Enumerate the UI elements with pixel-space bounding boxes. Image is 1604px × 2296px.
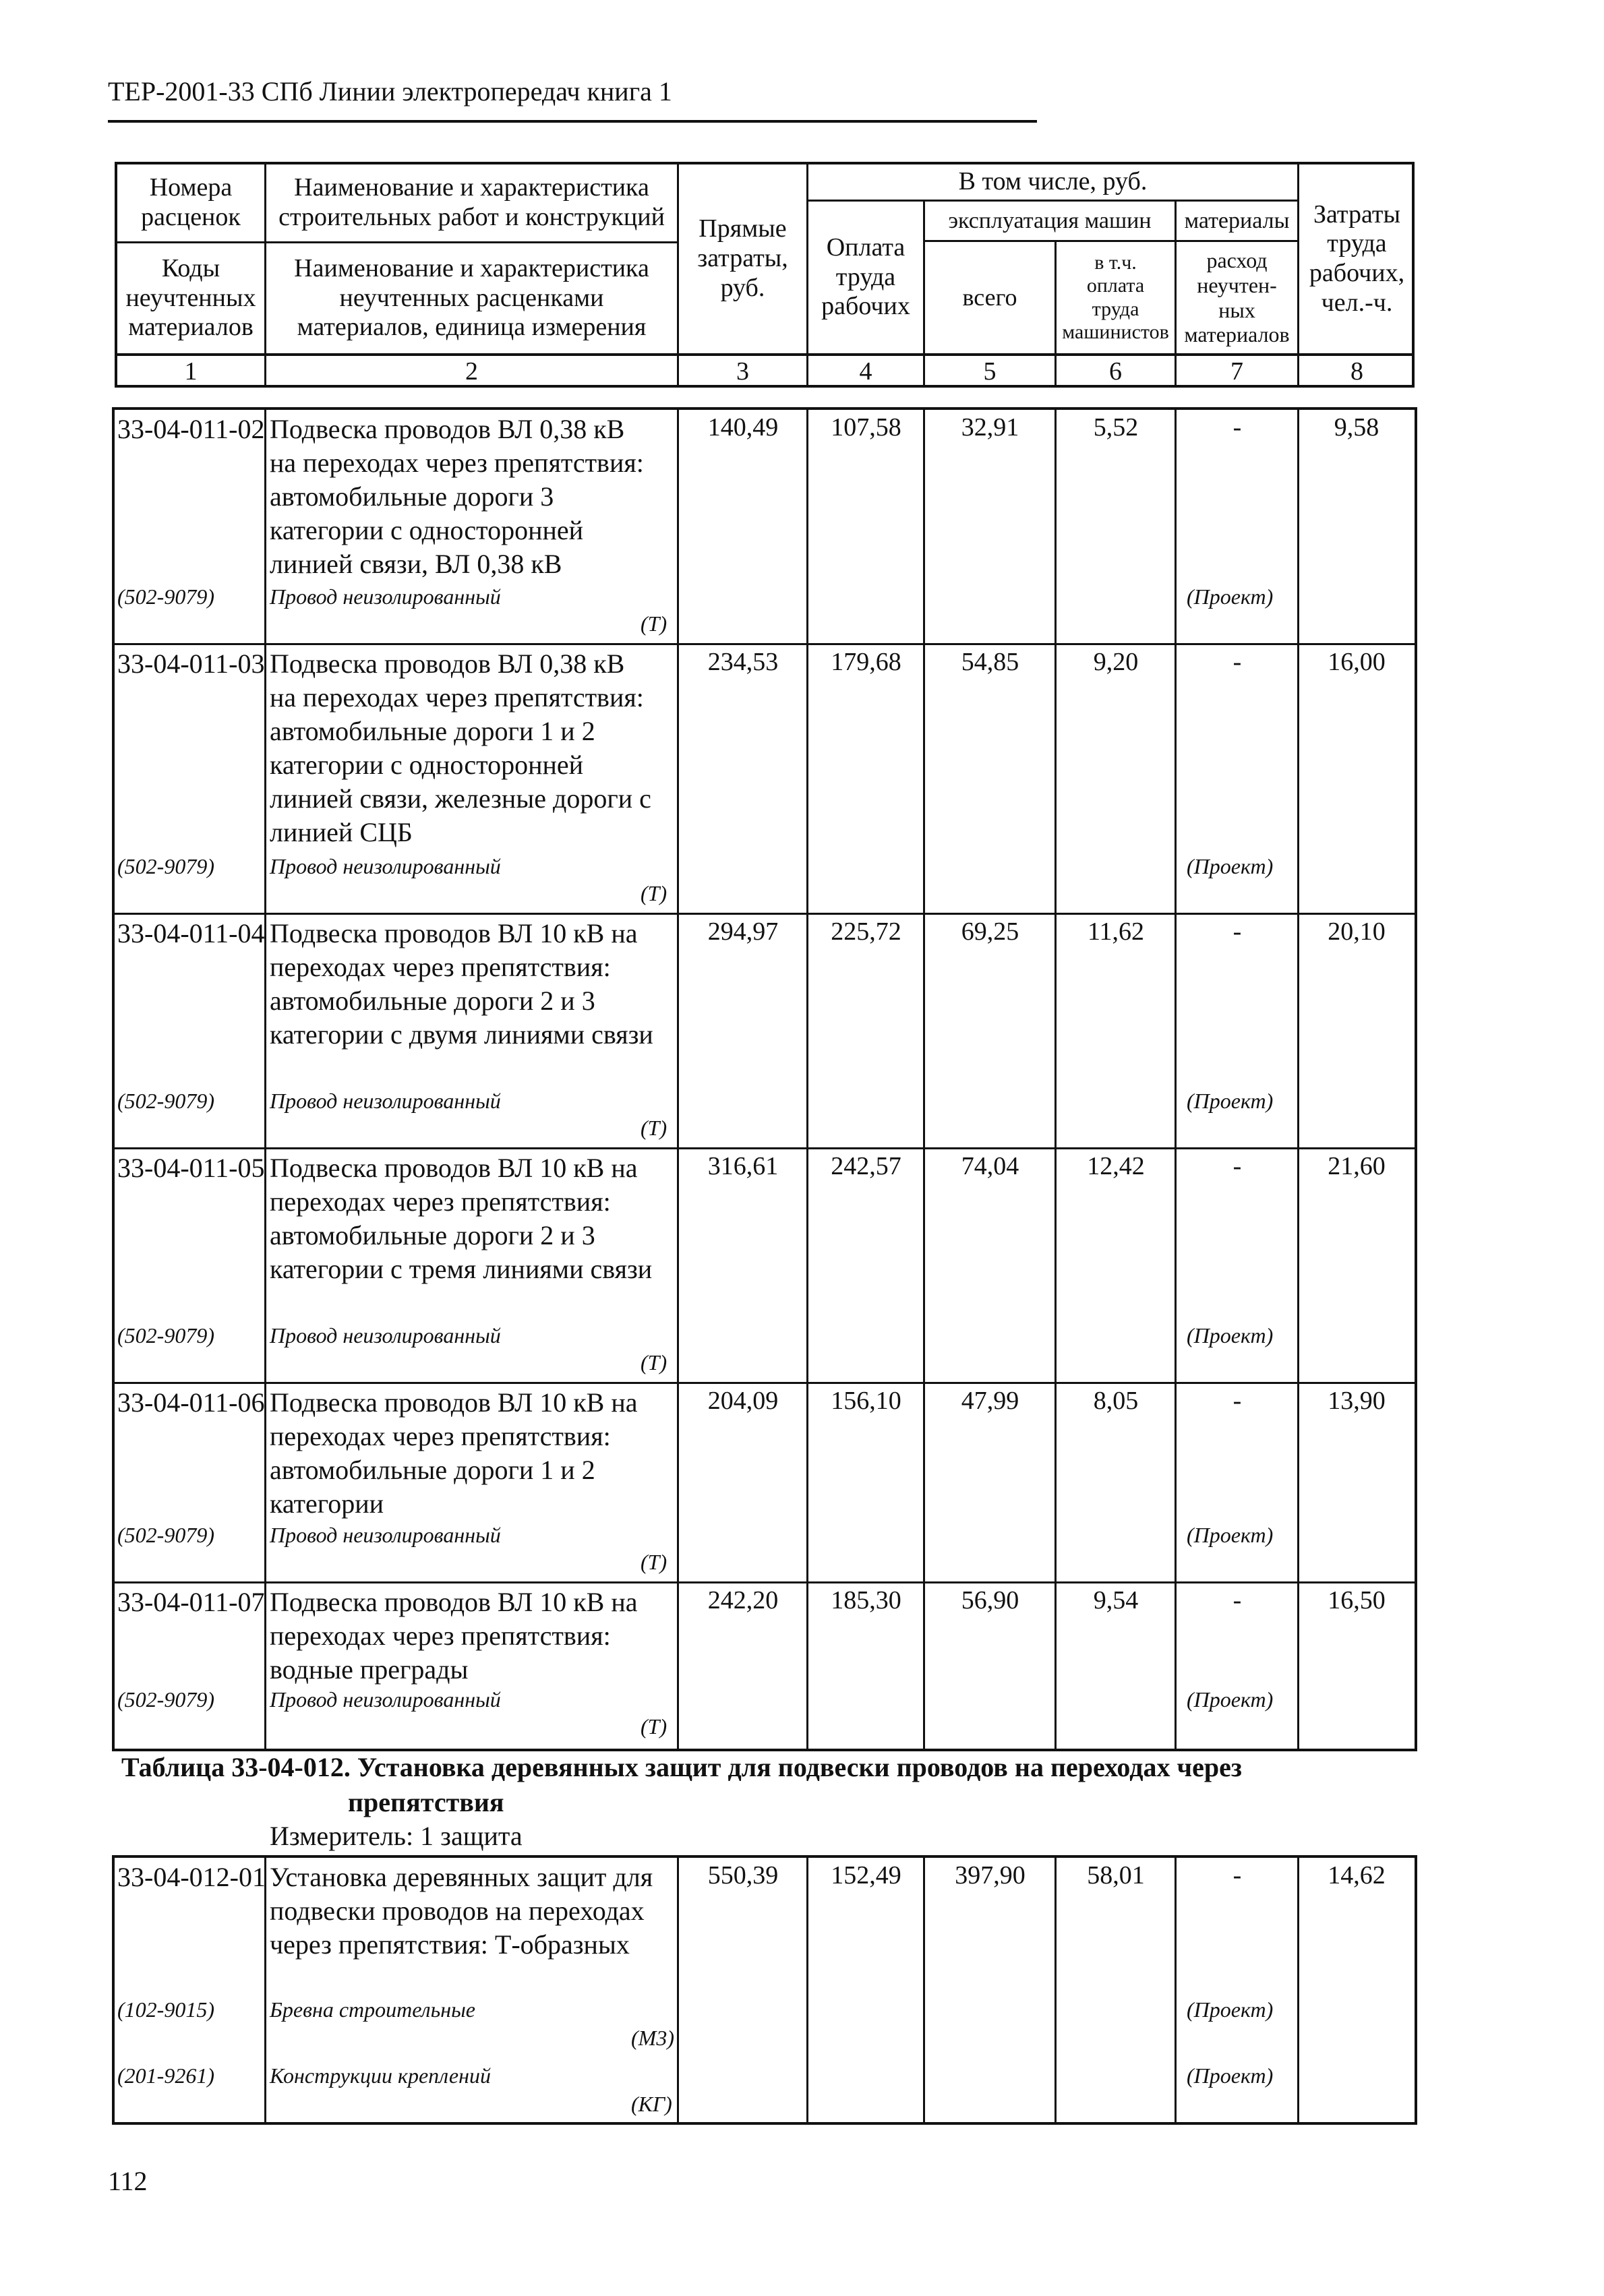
rates-table-2 [112, 1855, 1417, 2125]
column-number-4: 4 [859, 357, 872, 386]
value-col-7: - [1232, 917, 1242, 946]
rate-code: 33-04-011-02 [117, 414, 265, 444]
value-col-7: - [1232, 1586, 1242, 1614]
value-col-6: 58,01 [1087, 1861, 1145, 1890]
row-divider [115, 643, 1415, 645]
value-col-4: 225,72 [831, 917, 901, 946]
work-description-line: автомобильные дороги 1 и 2 [270, 1455, 595, 1485]
material-name: Провод неизолированный [270, 1323, 501, 1348]
column-number-6: 6 [1109, 357, 1122, 386]
material-unit: (Т) [641, 1116, 667, 1140]
table-caption: Таблица 33-04-012. Установка деревянных защит для подвески проводов на переходах через [121, 1752, 1242, 1782]
header-machines-total: всего [962, 283, 1017, 311]
work-description-line: через препятствия: Т-образных [270, 1929, 630, 1960]
value-col-6: 5,52 [1093, 413, 1139, 442]
material-unit: (КГ) [631, 2092, 672, 2116]
work-description-line: переходах через препятствия: [270, 1421, 611, 1451]
rate-code: 33-04-011-05 [117, 1153, 265, 1183]
column-divider [1175, 410, 1177, 1751]
table-meter: Измеритель: 1 защита [270, 1821, 523, 1851]
material-name: Провод неизолированный [270, 854, 501, 878]
value-col-6: 11,62 [1087, 917, 1145, 946]
material-unit: (Т) [641, 881, 667, 905]
material-unit: (Т) [641, 1714, 667, 1739]
column-divider [923, 410, 925, 1751]
material-code: (502-9079) [117, 1089, 214, 1113]
row-divider [115, 1581, 1415, 1583]
header-material-name: Наименование и характеристика неучтенных расценками материалов, единица измерения [294, 253, 649, 342]
work-description-line: категории [270, 1488, 384, 1519]
work-description-line: Подвеска проводов ВЛ 0,38 кВ [270, 648, 625, 679]
column-divider [1175, 1858, 1177, 2125]
value-col-8: 16,50 [1328, 1586, 1386, 1614]
value-col-8: 9,58 [1334, 413, 1379, 442]
header-labor-hours: Затраты труда рабочих, чел.-ч. [1309, 200, 1405, 317]
table-header [115, 162, 1415, 388]
material-unit: (Т) [641, 611, 667, 636]
material-name: Бревна строительные [270, 1997, 475, 2022]
column-divider [806, 1858, 808, 2125]
value-col-3: 140,49 [707, 413, 779, 442]
row-divider [115, 1147, 1415, 1149]
header-work-name: Наименование и характеристика строительных работ и конструкций [278, 173, 665, 231]
page-number: 112 [108, 2166, 148, 2196]
value-col-6: 9,54 [1093, 1586, 1139, 1614]
value-col-3: 204,09 [707, 1387, 779, 1415]
value-col-4: 242,57 [831, 1152, 901, 1180]
rate-code: 33-04-011-06 [117, 1387, 265, 1418]
value-col-8: 13,90 [1328, 1387, 1386, 1415]
material-unit: (Т) [641, 1550, 667, 1574]
value-col-6: 9,20 [1093, 648, 1139, 676]
value-col-5: 54,85 [961, 648, 1019, 676]
row-divider [115, 913, 1415, 915]
value-col-4: 152,49 [831, 1861, 901, 1890]
value-col-3: 242,20 [707, 1586, 779, 1614]
column-divider [1297, 1858, 1299, 2125]
material-project: (Проект) [1187, 1687, 1274, 1712]
material-project: (Проект) [1187, 854, 1274, 878]
material-name: Конструкции креплений [270, 2063, 491, 2088]
work-description-line: переходах через препятствия: [270, 952, 611, 982]
value-col-5: 56,90 [961, 1586, 1019, 1614]
value-col-4: 179,68 [831, 648, 901, 676]
value-col-3: 316,61 [707, 1152, 779, 1180]
work-description-line: Подвеска проводов ВЛ 10 кВ на [270, 1387, 638, 1418]
work-description-line: линией связи, железные дороги с [270, 783, 651, 814]
value-col-3: 234,53 [707, 648, 779, 676]
rate-code: 33-04-011-07 [117, 1587, 265, 1617]
value-col-7: - [1232, 1152, 1242, 1180]
column-divider [923, 1858, 925, 2125]
work-description-line: Подвеска проводов ВЛ 0,38 кВ [270, 414, 625, 444]
value-col-5: 69,25 [961, 917, 1019, 946]
table-caption-continued: препятствия [348, 1787, 504, 1817]
value-col-7: - [1232, 413, 1242, 442]
work-description-line: категории с односторонней [270, 515, 584, 545]
column-divider [1055, 410, 1057, 1751]
value-col-8: 16,00 [1328, 648, 1386, 676]
header-materials: материалы [1184, 208, 1290, 233]
header-direct-costs: Прямые затраты, руб. [697, 214, 788, 302]
value-col-4: 156,10 [831, 1387, 901, 1415]
column-number-7: 7 [1230, 357, 1243, 386]
value-col-6: 8,05 [1093, 1387, 1139, 1415]
header-unaccounted-materials: расход неучтен- ных материалов [1184, 247, 1290, 347]
value-col-4: 185,30 [831, 1586, 901, 1614]
running-head: ТЕР-2001-33 СПб Линии электропередач книга 1 [108, 76, 672, 107]
material-name: Провод неизолированный [270, 1089, 501, 1113]
work-description-line: категории с тремя линиями связи [270, 1254, 653, 1284]
column-divider [264, 1858, 266, 2125]
rates-table [112, 407, 1417, 1751]
work-description-line: категории с односторонней [270, 750, 584, 780]
rate-code: 33-04-011-03 [117, 648, 265, 679]
material-code: (502-9079) [117, 1687, 214, 1712]
value-col-4: 107,58 [831, 413, 901, 442]
work-description-line: линией связи, ВЛ 0,38 кВ [270, 549, 562, 579]
row-divider [115, 1382, 1415, 1384]
material-name: Провод неизолированный [270, 1523, 501, 1547]
column-number-1: 1 [184, 357, 198, 386]
material-code: (502-9079) [117, 584, 214, 609]
work-description-line: автомобильные дороги 2 и 3 [270, 1220, 595, 1250]
column-divider [1297, 410, 1299, 1751]
work-description-line: переходах через препятствия: [270, 1621, 611, 1651]
header-rule [108, 120, 1037, 123]
material-project: (Проект) [1187, 1997, 1274, 2022]
work-description-line: автомобильные дороги 2 и 3 [270, 986, 595, 1016]
material-project: (Проект) [1187, 2063, 1274, 2088]
work-description-line: Установка деревянных защит для [270, 1862, 653, 1892]
value-col-7: - [1232, 1861, 1242, 1890]
work-description-line: подвески проводов на переходах [270, 1896, 645, 1926]
value-col-3: 550,39 [707, 1861, 779, 1890]
value-col-8: 21,60 [1328, 1152, 1386, 1180]
column-divider [264, 410, 266, 1751]
header-machines: эксплуатация машин [948, 208, 1152, 233]
work-description-line: на переходах через препятствия: [270, 448, 644, 478]
value-col-8: 14,62 [1328, 1861, 1386, 1890]
column-divider [677, 1858, 679, 2125]
header-material-codes: Коды неучтенных материалов [125, 253, 256, 342]
work-description-line: автомобильные дороги 3 [270, 481, 554, 512]
column-number-3: 3 [736, 357, 749, 386]
material-name: Провод неизолированный [270, 1687, 501, 1712]
material-code: (201-9261) [117, 2063, 214, 2088]
value-col-5: 397,90 [955, 1861, 1026, 1890]
material-name: Провод неизолированный [270, 584, 501, 609]
material-project: (Проект) [1187, 584, 1274, 609]
value-col-7: - [1232, 1387, 1242, 1415]
material-unit: (М3) [631, 2026, 674, 2050]
value-col-5: 47,99 [961, 1387, 1019, 1415]
work-description-line: Подвеска проводов ВЛ 10 кВ на [270, 1587, 638, 1617]
material-project: (Проект) [1187, 1523, 1274, 1547]
value-col-8: 20,10 [1328, 917, 1386, 946]
header-worker-pay: Оплата труда рабочих [821, 233, 910, 321]
value-col-7: - [1232, 648, 1242, 676]
material-project: (Проект) [1187, 1089, 1274, 1113]
rate-code: 33-04-011-04 [117, 918, 265, 948]
material-unit: (Т) [641, 1350, 667, 1374]
work-description-line: Подвеска проводов ВЛ 10 кВ на [270, 1153, 638, 1183]
material-code: (502-9079) [117, 1523, 214, 1547]
work-description-line: переходах через препятствия: [270, 1186, 611, 1217]
value-col-5: 32,91 [961, 413, 1019, 442]
value-col-6: 12,42 [1087, 1152, 1145, 1180]
column-number-8: 8 [1350, 357, 1363, 386]
work-description-line: на переходах через препятствия: [270, 682, 644, 713]
material-code: (502-9079) [117, 854, 214, 878]
column-divider [806, 410, 808, 1751]
value-col-3: 294,97 [707, 917, 779, 946]
header-including: В том числе, руб. [958, 167, 1148, 196]
column-number-5: 5 [983, 357, 997, 386]
work-description-line: Подвеска проводов ВЛ 10 кВ на [270, 918, 638, 948]
work-description-line: линией СЦБ [270, 817, 413, 847]
work-description-line: водные преграды [270, 1654, 469, 1685]
value-col-5: 74,04 [961, 1152, 1019, 1180]
column-divider [677, 410, 679, 1751]
material-code: (102-9015) [117, 1997, 214, 2022]
header-rate-numbers: Номера расценок [141, 173, 241, 231]
header-machinist-pay: в т.ч. оплата труда машинистов [1062, 251, 1169, 343]
material-code: (502-9079) [117, 1323, 214, 1348]
material-project: (Проект) [1187, 1323, 1274, 1348]
rate-code: 33-04-012-01 [117, 1862, 266, 1892]
work-description-line: категории с двумя линиями связи [270, 1019, 653, 1050]
work-description-line: автомобильные дороги 1 и 2 [270, 716, 595, 746]
column-divider [1055, 1858, 1057, 2125]
column-number-2: 2 [465, 357, 478, 386]
